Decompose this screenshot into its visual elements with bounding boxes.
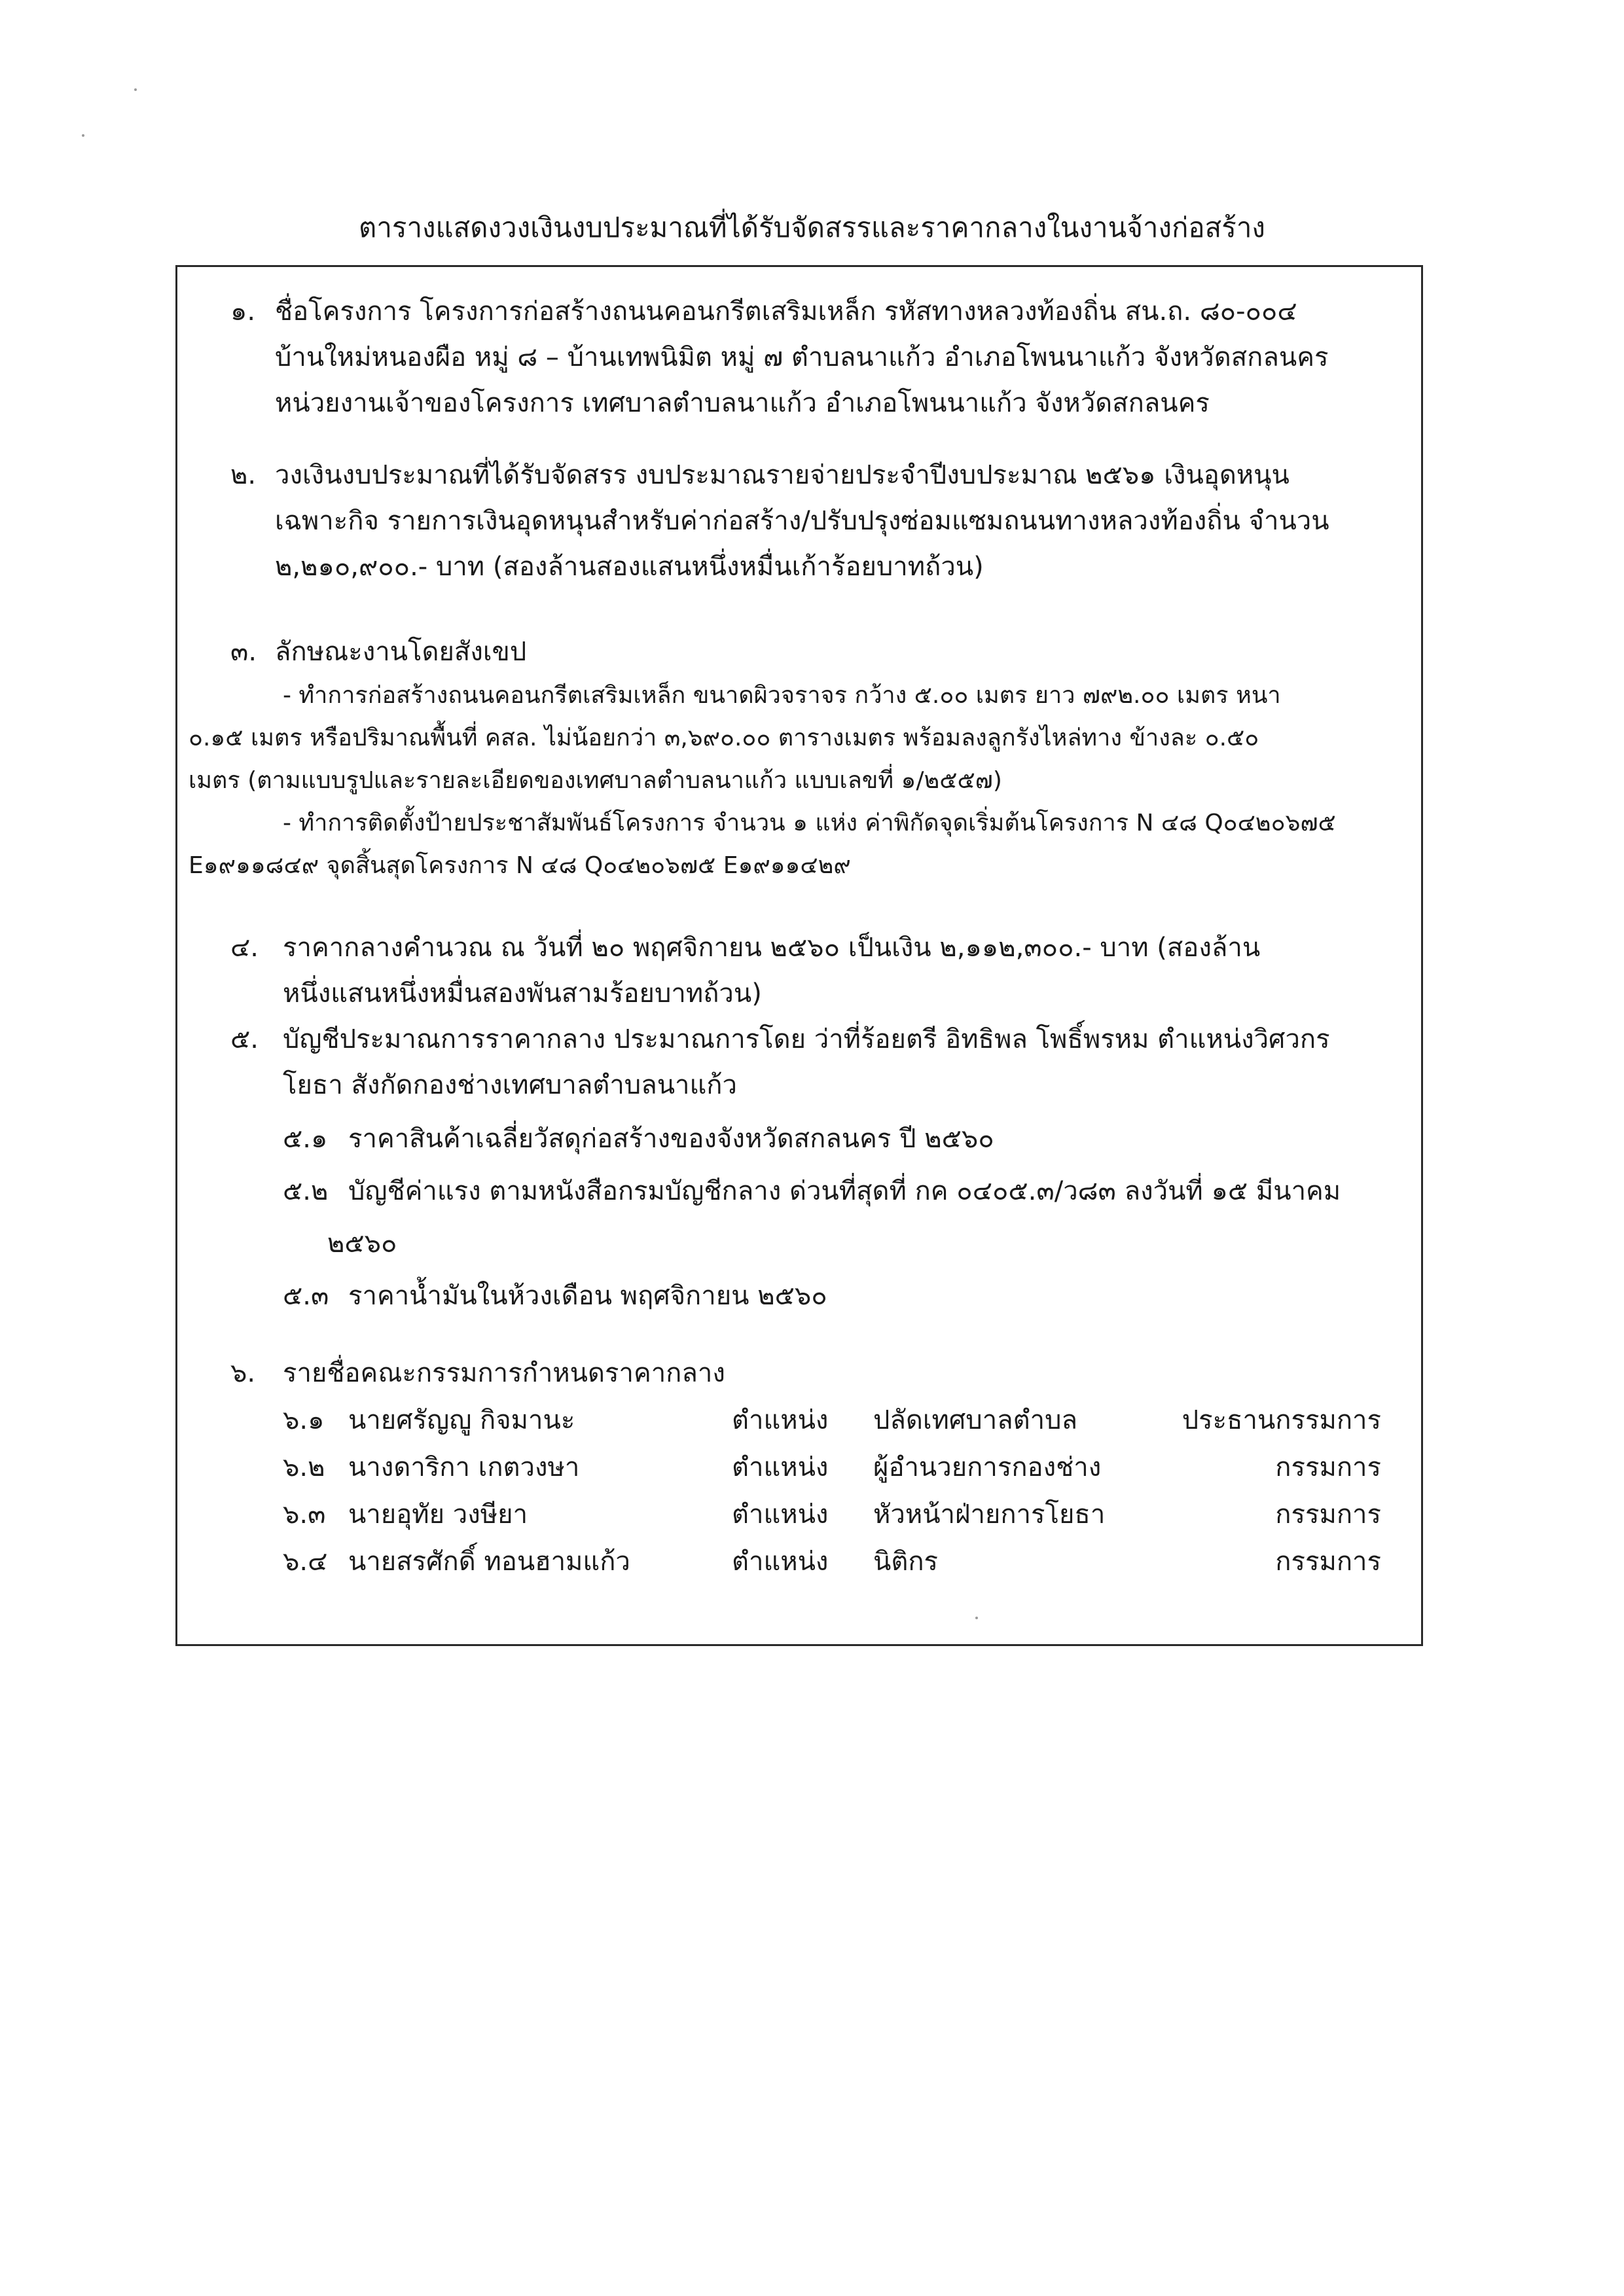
section-5-3-number: ๕.๓ bbox=[283, 1281, 329, 1311]
member-4-position: นิติกร bbox=[873, 1547, 939, 1577]
member-2-number: ๖.๒ bbox=[283, 1452, 325, 1482]
section-2-number: ๒. bbox=[230, 460, 257, 490]
section-5-2-number: ๕.๒ bbox=[283, 1176, 329, 1206]
member-1-name: นายศรัญญู กิจมานะ bbox=[348, 1405, 575, 1435]
section-2-line-2: เฉพาะกิจ รายการเงินอุดหนุนสำหรับค่าก่อสร้าง/ปรับปรุงซ่อมแซมถนนทางหลวงท้องถิ่น จำนวน bbox=[275, 506, 1329, 536]
scan-speck bbox=[82, 134, 84, 137]
scan-speck bbox=[134, 88, 137, 91]
member-2-position-label: ตำแหน่ง bbox=[732, 1452, 829, 1482]
member-1-role: ประธานกรรมการ bbox=[1182, 1405, 1381, 1435]
section-5-2-line-2: ๒๕๖๐ bbox=[327, 1229, 397, 1259]
section-6-heading: รายชื่อคณะกรรมการกำหนดราคากลาง bbox=[283, 1358, 725, 1388]
member-4-position-label: ตำแหน่ง bbox=[732, 1547, 829, 1577]
section-4-line-2: หนึ่งแสนหนึ่งหมื่นสองพันสามร้อยบาทถ้วน) bbox=[283, 978, 762, 1009]
section-5-1-line-1: ราคาสินค้าเฉลี่ยวัสดุก่อสร้างของจังหวัดสกลนคร ปี ๒๕๖๐ bbox=[348, 1124, 994, 1154]
section-3-line-1: - ทำการก่อสร้างถนนคอนกรีตเสริมเหล็ก ขนาดผิวจราจร กว้าง ๕.๐๐ เมตร ยาว ๗๙๒.๐๐ เมตร หนา bbox=[283, 682, 1281, 709]
section-3-line-3: เมตร (ตามแบบรูปและรายละเอียดของเทศบาลตำบลนาแก้ว แบบเลขที่ ๑/๒๕๕๗) bbox=[189, 767, 1002, 794]
document-title: ตารางแสดงวงเงินงบประมาณที่ได้รับจัดสรรและราคากลางในงานจ้างก่อสร้าง bbox=[359, 211, 1265, 243]
section-5-line-2: โยธา สังกัดกองช่างเทศบาลตำบลนาแก้ว bbox=[283, 1070, 737, 1100]
section-5-3-line-1: ราคาน้ำมันในห้วงเดือน พฤศจิกายน ๒๕๖๐ bbox=[348, 1281, 827, 1311]
section-3-line-5: E๑๙๑๑๘๔๙ จุดสิ้นสุดโครงการ N ๔๘ Q๐๔๒๐๖๗๕ E๑๙๑๑๔๒๙ bbox=[189, 852, 851, 879]
section-3-line-2: ๐.๑๕ เมตร หรือปริมาณพื้นที่ คสล. ไม่น้อยกว่า ๓,๖๙๐.๐๐ ตารางเมตร พร้อมลงลูกรังไหล่ทาง ข้างละ ๐.๕๐ bbox=[189, 725, 1259, 751]
member-2-name: นางดาริกา เกตวงษา bbox=[348, 1452, 580, 1482]
section-1-line-2: บ้านใหม่หนองผือ หมู่ ๘ – บ้านเทพนิมิต หมู่ ๗ ตำบลนาแก้ว อำเภอโพนนาแก้ว จังหวัดสกลนคร bbox=[275, 342, 1329, 372]
member-2-role: กรรมการ bbox=[1275, 1452, 1381, 1482]
member-4-role: กรรมการ bbox=[1275, 1547, 1381, 1577]
member-3-position-label: ตำแหน่ง bbox=[732, 1499, 829, 1530]
section-1-number: ๑. bbox=[230, 296, 256, 327]
section-2-line-3: ๒,๒๑๐,๙๐๐.- บาท (สองล้านสองแสนหนึ่งหมื่นเก้าร้อยบาทถ้วน) bbox=[275, 552, 984, 582]
section-1-line-1: ชื่อโครงการ โครงการก่อสร้างถนนคอนกรีตเสริมเหล็ก รหัสทางหลวงท้องถิ่น สน.ถ. ๘๐-๐๐๔ bbox=[275, 296, 1297, 327]
section-1-line-3: หน่วยงานเจ้าของโครงการ เทศบาลตำบลนาแก้ว อำเภอโพนนาแก้ว จังหวัดสกลนคร bbox=[275, 388, 1210, 418]
section-5-line-1: บัญชีประมาณการราคากลาง ประมาณการโดย ว่าที่ร้อยตรี อิทธิพล โพธิ์พรหม ตำแหน่งวิศวกร bbox=[283, 1024, 1330, 1054]
section-3-line-4: - ทำการติดตั้งป้ายประชาสัมพันธ์โครงการ จำนวน ๑ แห่ง ค่าพิกัดจุดเริ่มต้นโครงการ N ๔๘ Q๐๔๒๐๖๗๕ bbox=[283, 810, 1336, 836]
section-3-number: ๓. bbox=[230, 637, 257, 667]
member-3-name: นายอุทัย วงษียา bbox=[348, 1499, 528, 1530]
member-4-number: ๖.๔ bbox=[283, 1547, 328, 1577]
member-3-role: กรรมการ bbox=[1275, 1499, 1381, 1530]
member-1-position: ปลัดเทศบาลตำบล bbox=[873, 1405, 1078, 1435]
section-4-number: ๔. bbox=[230, 933, 259, 963]
section-5-2-line-1: บัญชีค่าแรง ตามหนังสือกรมบัญชีกลาง ด่วนที่สุดที่ กค ๐๔๐๕.๓/ว๘๓ ลงวันที่ ๑๕ มีนาคม bbox=[348, 1176, 1341, 1206]
member-1-number: ๖.๑ bbox=[283, 1405, 325, 1435]
section-5-number: ๕. bbox=[230, 1024, 259, 1054]
member-4-name: นายสรศักดิ์ ทอนฮามแก้ว bbox=[348, 1547, 630, 1577]
scan-speck bbox=[975, 1617, 978, 1619]
section-4-line-1: ราคากลางคำนวณ ณ วันที่ ๒๐ พฤศจิกายน ๒๕๖๐ เป็นเงิน ๒,๑๑๒,๓๐๐.- บาท (สองล้าน bbox=[283, 933, 1261, 963]
member-1-position-label: ตำแหน่ง bbox=[732, 1405, 829, 1435]
section-5-1-number: ๕.๑ bbox=[283, 1124, 328, 1154]
section-6-number: ๖. bbox=[230, 1358, 256, 1388]
member-2-position: ผู้อำนวยการกองช่าง bbox=[873, 1452, 1102, 1482]
member-3-number: ๖.๓ bbox=[283, 1499, 326, 1530]
section-3-heading: ลักษณะงานโดยสังเขป bbox=[275, 637, 527, 667]
member-3-position: หัวหน้าฝ่ายการโยธา bbox=[873, 1499, 1106, 1530]
section-2-line-1: วงเงินงบประมาณที่ได้รับจัดสรร งบประมาณรายจ่ายประจำปีงบประมาณ ๒๕๖๑ เงินอุดหนุน bbox=[275, 460, 1290, 490]
